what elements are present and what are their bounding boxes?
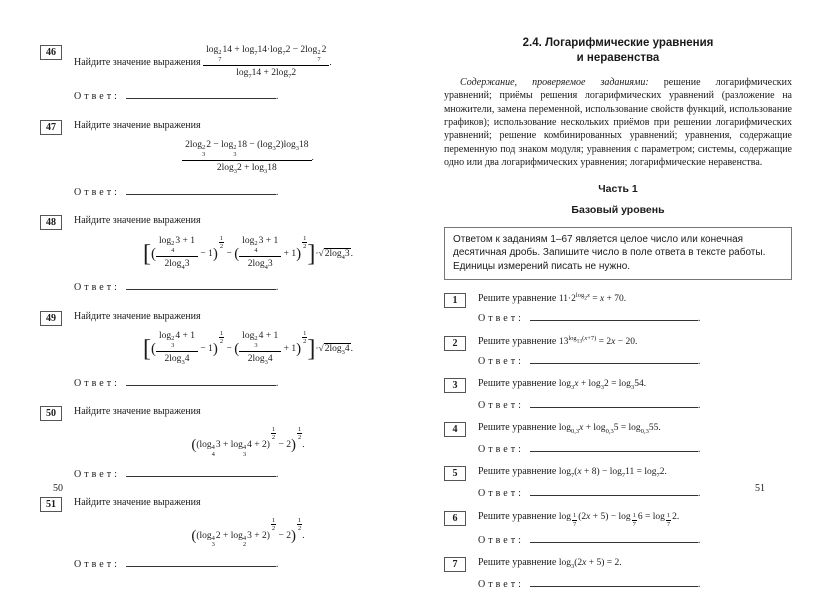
- answer-row: [478, 577, 792, 592]
- formula: $\log_3(2x + 5) = 2$.: [558, 558, 622, 571]
- problem-number: 7: [444, 557, 466, 572]
- answer-terminator: .: [697, 534, 701, 546]
- task-prompt: Найдите значение выражения: [74, 497, 201, 509]
- answer-label: Ответ:: [478, 488, 524, 500]
- formula: [( log 2 4 3 + 1 $2\log_43$ − 1) $^{\frac{1}{2}}$ − ( log 2 4 3 + 1 $2\log_43$ + 1) $^{\frac{1}{2}}$ ]$\cdot√2\log_43$.: [143, 234, 353, 271]
- problem-number: 5: [444, 466, 466, 481]
- task-prompt: Найдите значение выражения: [74, 56, 201, 68]
- formula: $11\cdot 2^{log_2x} = x + 70$.: [558, 292, 627, 305]
- task-prompt: Найдите значение выражения: [74, 310, 201, 322]
- answer-blank: [126, 467, 276, 477]
- problem-number: 49: [40, 311, 62, 326]
- problem-4: [444, 421, 792, 456]
- answer-terminator: .: [697, 399, 701, 411]
- answer-blank: [530, 486, 698, 496]
- task-prompt: Решите уравнение: [478, 335, 557, 347]
- answer-label: Ответ:: [74, 377, 120, 389]
- problem-number: 6: [444, 511, 466, 526]
- answer-label: Ответ:: [74, 91, 120, 103]
- answer-terminator: .: [275, 559, 279, 571]
- task-prompt: Решите уравнение: [478, 378, 557, 390]
- answer-terminator: .: [275, 91, 279, 103]
- answer-row: [74, 89, 422, 104]
- problem-number: 1: [444, 293, 466, 308]
- task-prompt: Найдите значение выражения: [74, 119, 201, 131]
- formula: 2log 2 3 2 − log 2 3 $18 - (\log_32)\log_318$ $2\log_32 + \log_318$ .: [74, 139, 422, 176]
- problem-number: 48: [40, 215, 62, 230]
- page-number-left: 50: [53, 483, 63, 494]
- answer-terminator: .: [697, 488, 701, 500]
- problem-51: [40, 496, 422, 572]
- answer-row: [74, 280, 422, 295]
- answer-terminator: .: [697, 355, 701, 367]
- problem-number: 50: [40, 406, 62, 421]
- formula: log 2 7 $14 + \log_714\cdot\log_72 - 2\log$ 2 7 2 $\log_714 + 2\log_72$ .: [203, 58, 332, 68]
- problem-number: 3: [444, 378, 466, 393]
- answer-row: [74, 376, 422, 391]
- level-label: Базовый уровень: [571, 203, 665, 216]
- answer-row: [478, 398, 792, 413]
- answer-row: [478, 442, 792, 457]
- problem-5: [444, 465, 792, 500]
- problem-2: [444, 335, 792, 368]
- answer-row: [478, 311, 792, 326]
- answer-label: Ответ:: [478, 443, 524, 455]
- answer-blank: [530, 533, 698, 543]
- instruction-box: Ответом к заданиям 1–67 является целое число или конечная десятичная дробь. Запишите число в поле ответа в тексте работы. Единицы измерений писать не нужно.: [444, 227, 792, 281]
- problem-number: 47: [40, 120, 62, 135]
- answer-blank: [126, 185, 276, 195]
- formula: ((log 4 4 3 + log 4 3 4 + 2) $^{\frac{1}{2}}$ − 2) $^{\frac{1}{2}}$ .: [191, 425, 305, 458]
- page-number-right: 51: [755, 483, 765, 494]
- answer-blank: [530, 398, 698, 408]
- problem-49: [40, 310, 422, 391]
- task-prompt: Найдите значение выражения: [74, 215, 201, 227]
- answer-row: [478, 533, 792, 548]
- task-prompt: Решите уравнение: [478, 557, 557, 569]
- answer-label: Ответ:: [74, 559, 120, 571]
- problem-7: [444, 556, 792, 591]
- problem-number: 46: [40, 45, 62, 60]
- problem-48: [40, 214, 422, 295]
- problem-3: [444, 377, 792, 412]
- answer-blank: [126, 89, 276, 99]
- answer-row: [74, 185, 422, 200]
- answer-row: [74, 557, 422, 572]
- intro-text: решение логарифмических уравнений; приёмы решения логарифмических уравнений (разложение на множители, замена переменной, использование свойств функций, использование графиков); использование нескольких приёмов при решении логарифмических уравнений; решение комбинированных уравнений; уравнения, содержащие переменную под знаком модуля; уравнения с параметром; системы, содержащие одно или два логарифмических уравнения; логарифмические неравенства.: [444, 76, 792, 169]
- left-page: [40, 44, 422, 587]
- problem-number: 51: [40, 497, 62, 512]
- answer-terminator: .: [697, 443, 701, 455]
- answer-terminator: .: [275, 186, 279, 198]
- problem-6: [444, 510, 792, 548]
- formula: $\log_{0,3}x + \log_{0,3}5 = \log_{0,3}55$.: [558, 423, 661, 436]
- problem-47: [40, 119, 422, 199]
- answer-blank: [530, 442, 698, 452]
- formula: ((log 4 3 2 + log 4 2 3 + 2) $^{\frac{1}{2}}$ − 2) $^{\frac{1}{2}}$ .: [191, 516, 305, 549]
- problem-46: [40, 44, 422, 104]
- answer-blank: [126, 557, 276, 567]
- answer-label: Ответ:: [74, 186, 120, 198]
- answer-label: Ответ:: [478, 355, 524, 367]
- section-title-line1: 2.4. Логарифмические уравнения: [522, 37, 714, 49]
- answer-blank: [530, 354, 698, 364]
- answer-label: Ответ:: [478, 313, 524, 325]
- answer-row: [478, 354, 792, 369]
- problem-number: 2: [444, 336, 466, 351]
- section-intro: [444, 76, 792, 170]
- formula: $\log_7(x + 8) - \log_711 = \log_72$.: [558, 467, 667, 480]
- task-prompt: Найдите значение выражения: [74, 406, 201, 418]
- task-prompt: Решите уравнение: [478, 293, 557, 305]
- answer-blank: [530, 577, 698, 587]
- right-page: [444, 36, 792, 600]
- task-prompt: Решите уравнение: [478, 422, 557, 434]
- problem-1: [444, 292, 792, 325]
- task-prompt: Решите уравнение: [478, 466, 557, 478]
- answer-row: [74, 467, 422, 482]
- section-title: [444, 36, 792, 66]
- intro-lead: Содержание, проверяемое заданиями:: [460, 76, 649, 88]
- formula: log $_{\frac{1}{7}}$ (2x + 5) − log $_{\frac{1}{7}}$ 6 = log $_{\frac{1}{7}}$ 2.: [558, 511, 680, 528]
- part-label: Часть 1: [598, 182, 638, 195]
- answer-terminator: .: [275, 468, 279, 480]
- section-title-line2: и неравенства: [576, 51, 660, 64]
- answer-blank: [126, 376, 276, 386]
- answer-terminator: .: [275, 377, 279, 389]
- answer-label: Ответ:: [478, 399, 524, 411]
- formula: $13^{log_{13}(x+7)} = 2x - 20$.: [558, 334, 638, 347]
- answer-label: Ответ:: [478, 578, 524, 590]
- answer-row: [478, 486, 792, 501]
- answer-blank: [126, 280, 276, 290]
- answer-terminator: .: [275, 282, 279, 294]
- answer-blank: [530, 311, 698, 321]
- formula: [( log 2 3 4 + 1 $2\log_34$ − 1) $^{\frac{1}{2}}$ − ( log 2 3 4 + 1 $2\log_34$ + 1) $^{\frac{1}{2}}$ ]$\cdot√2\log_34$.: [143, 330, 353, 366]
- problem-50: [40, 405, 422, 481]
- task-prompt: Решите уравнение: [478, 510, 557, 522]
- answer-label: Ответ:: [74, 468, 120, 480]
- answer-label: Ответ:: [74, 282, 120, 294]
- answer-terminator: .: [697, 313, 701, 325]
- answer-label: Ответ:: [478, 534, 524, 546]
- problem-number: 4: [444, 422, 466, 437]
- answer-terminator: .: [697, 578, 701, 590]
- formula: $\log_3x + \log_32 = \log_354$.: [558, 379, 647, 391]
